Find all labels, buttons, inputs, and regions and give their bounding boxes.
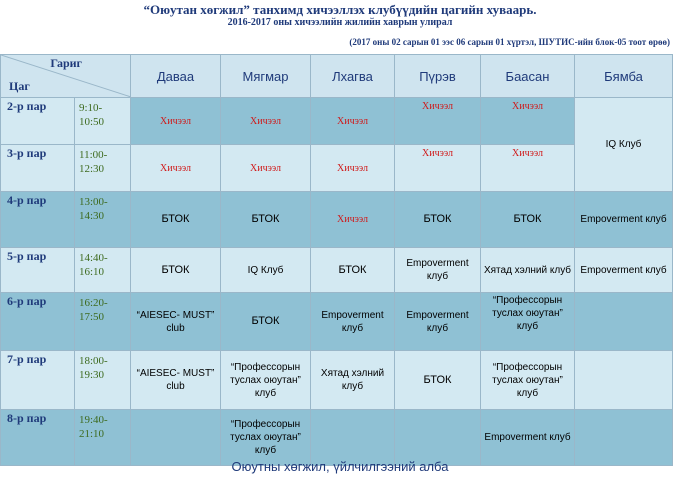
- schedule-cell: БТОК: [131, 192, 221, 248]
- schedule-cell: БТОК: [221, 293, 311, 351]
- schedule-cell: “Профессорын туслах оюутан” клуб: [221, 410, 311, 466]
- schedule-cell: Empoverment клуб: [575, 192, 673, 248]
- schedule-cell: Хичээл: [311, 192, 395, 248]
- schedule-cell: Empoverment клуб: [311, 293, 395, 351]
- day-header-sat: Бямба: [575, 55, 673, 98]
- period-label: 6-р пар: [1, 293, 75, 351]
- period-label: 7-р пар: [1, 351, 75, 410]
- period-label: 5-р пар: [1, 248, 75, 293]
- schedule-cell: “Профессорын туслах оюутан” клуб: [481, 293, 575, 351]
- day-header-mon: Даваа: [131, 55, 221, 98]
- table-row: [1, 351, 673, 410]
- table-row: [1, 248, 673, 293]
- schedule-cell: Хичээл: [221, 98, 311, 145]
- day-header-fri: Баасан: [481, 55, 575, 98]
- page-subtitle: 2016-2017 оны хичээлийн жилийн хаврын улирал: [227, 17, 453, 28]
- schedule-cell: IQ Клуб: [221, 248, 311, 293]
- schedule-cell-empty: [575, 293, 673, 351]
- period-label: 2-р пар: [1, 98, 75, 145]
- schedule-cell: Хятад хэлний клуб: [311, 351, 395, 410]
- date-note: (2017 оны 02 сарын 01 ээс 06 сарын 01 хүртэл, ШУТИС-ийн блок-05 тоот өрөө): [349, 37, 670, 47]
- schedule-cell-empty: [395, 410, 481, 466]
- schedule-cell: “Профессорын туслах оюутан” клуб: [481, 351, 575, 410]
- schedule-cell: БТОК: [481, 192, 575, 248]
- schedule-cell-empty: [131, 410, 221, 466]
- schedule-cell: Empoverment клуб: [575, 248, 673, 293]
- schedule-cell-empty: [575, 351, 673, 410]
- period-time: 11:00- 12:30: [75, 145, 131, 192]
- schedule-cell: Хятад хэлний клуб: [481, 248, 575, 293]
- schedule-cell: Хичээл: [395, 98, 481, 145]
- table-row: [1, 410, 673, 466]
- period-time: 19:40- 21:10: [75, 410, 131, 466]
- schedule-cell: БТОК: [395, 351, 481, 410]
- schedule-cell: Empoverment клуб: [395, 248, 481, 293]
- schedule-cell: Хичээл: [481, 145, 575, 192]
- schedule-cell: Хичээл: [311, 98, 395, 145]
- table-row: [1, 98, 673, 145]
- period-time: 13:00- 14:30: [75, 192, 131, 248]
- period-label: 4-р пар: [1, 192, 75, 248]
- schedule-cell: Хичээл: [311, 145, 395, 192]
- table-row: [1, 192, 673, 248]
- schedule-cell: БТОК: [395, 192, 481, 248]
- schedule-cell: IQ Клуб: [575, 98, 673, 192]
- footer-department: Оюутны хөгжил, үйлчилгээний алба: [231, 459, 449, 474]
- table-row: [1, 293, 673, 351]
- period-time: 16:20- 17:50: [75, 293, 131, 351]
- period-label: 8-р пар: [1, 410, 75, 466]
- period-label: 3-р пар: [1, 145, 75, 192]
- day-header-wed: Лхагва: [311, 55, 395, 98]
- schedule-cell-empty: [311, 410, 395, 466]
- page-title: “Оюутан хөгжил” танхимд хичээллэх клубүүдийн цагийн хуваарь.: [143, 2, 537, 17]
- schedule-cell: “AIESEC- MUST” club: [131, 293, 221, 351]
- schedule-cell: Хичээл: [481, 98, 575, 145]
- schedule-cell: Хичээл: [131, 145, 221, 192]
- corner-header: [1, 55, 131, 98]
- schedule-cell: Empoverment клуб: [395, 293, 481, 351]
- schedule-cell: БТОК: [131, 248, 221, 293]
- corner-time-label: Цаг: [9, 79, 30, 93]
- schedule-cell: Хичээл: [221, 145, 311, 192]
- schedule-cell: “Профессорын туслах оюутан” клуб: [221, 351, 311, 410]
- schedule-cell: Хичээл: [395, 145, 481, 192]
- period-time: 18:00- 19:30: [75, 351, 131, 410]
- day-header-thu: Пүрэв: [395, 55, 481, 98]
- period-time: 14:40- 16:10: [75, 248, 131, 293]
- schedule-table: [0, 54, 673, 466]
- schedule-cell: Хичээл: [131, 98, 221, 145]
- day-header-tue: Мягмар: [221, 55, 311, 98]
- table-row: [1, 145, 673, 192]
- period-time: 9:10- 10:50: [75, 98, 131, 145]
- corner-day-label: Гариг: [50, 56, 82, 70]
- schedule-cell: БТОК: [311, 248, 395, 293]
- schedule-cell: БТОК: [221, 192, 311, 248]
- schedule-cell: Empoverment клуб: [481, 410, 575, 466]
- schedule-cell-empty: [575, 410, 673, 466]
- schedule-cell: “AIESEC- MUST” club: [131, 351, 221, 410]
